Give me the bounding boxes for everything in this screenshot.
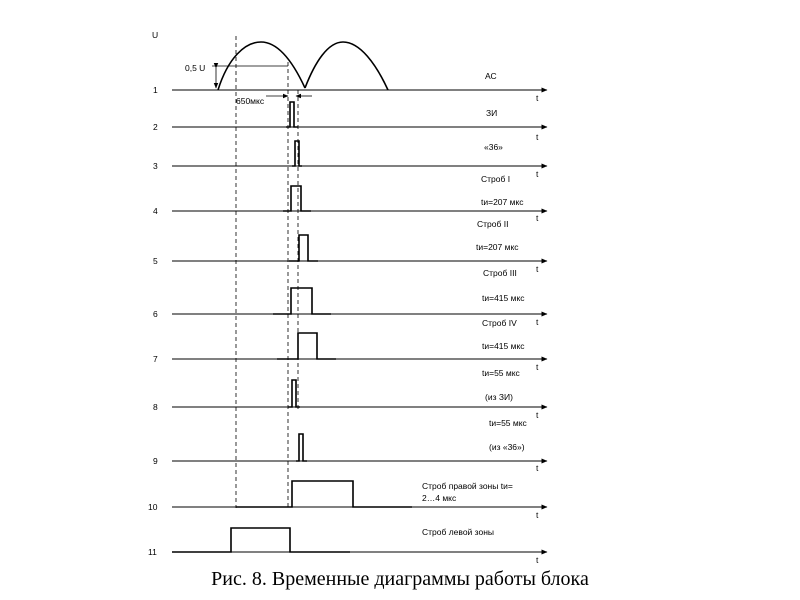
- t-label-2: t: [536, 132, 539, 142]
- sublabel-row-7: tи=415 мкс: [482, 341, 525, 351]
- row-number-3: 3: [153, 161, 158, 171]
- label-row-4: Строб I: [481, 174, 511, 184]
- t-label-9: t: [536, 463, 539, 473]
- signal-waveforms: [172, 102, 412, 552]
- label-row-11: Строб левой зоны: [422, 527, 494, 537]
- guide-lines: [236, 36, 298, 508]
- row-number-10: 10: [148, 502, 158, 512]
- half-level-label: 0,5 U: [185, 63, 206, 73]
- signal-labels: [422, 71, 528, 537]
- delay-label: 650мкс: [236, 96, 265, 106]
- t-label-5: t: [536, 264, 539, 274]
- u-axis-label: U: [152, 30, 159, 40]
- pulse-row-5: [289, 235, 318, 261]
- label-row-2: ЗИ: [486, 108, 498, 118]
- row-number-9: 9: [153, 456, 158, 466]
- label-row-10: Строб правой зоны tи=: [422, 481, 513, 491]
- sublabel-row-8: tи=55 мкс: [482, 368, 520, 378]
- pulse-row-3: [292, 141, 302, 166]
- pulse-row-11: [172, 528, 350, 552]
- pulse-row-4: [283, 186, 311, 211]
- t-label-8: t: [536, 410, 539, 420]
- label2-row-10: 2…4 мкс: [422, 493, 457, 503]
- label-row-6: Строб III: [483, 268, 517, 278]
- sublabel-row-9: tи=55 мкс: [489, 418, 527, 428]
- pulse-row-10: [236, 481, 412, 507]
- label-row-3: «36»: [484, 142, 503, 152]
- t-label-3: t: [536, 169, 539, 179]
- row-number-6: 6: [153, 309, 158, 319]
- pulse-row-7: [277, 333, 336, 359]
- label-row-8: (из ЗИ): [485, 392, 513, 402]
- row-number-8: 8: [153, 402, 158, 412]
- t-labels: [536, 93, 539, 565]
- figure-caption: Рис. 8. Временные диаграммы работы блока: [211, 568, 589, 590]
- row-numbers: [148, 85, 158, 557]
- t-label-11: t: [536, 555, 539, 565]
- label-row-9: (из «36»): [489, 442, 525, 452]
- row-number-4: 4: [153, 206, 158, 216]
- t-label-1: t: [536, 93, 539, 103]
- sublabel-row-6: tи=415 мкс: [482, 293, 525, 303]
- label-row-1: АС: [485, 71, 497, 81]
- label-row-5: Строб II: [477, 219, 509, 229]
- t-label-6: t: [536, 317, 539, 327]
- row-number-11: 11: [148, 547, 157, 557]
- sublabel-row-4: tи=207 мкс: [481, 197, 524, 207]
- row-number-5: 5: [153, 256, 158, 266]
- pulse-row-6: [273, 288, 331, 314]
- t-label-10: t: [536, 510, 539, 520]
- t-label-7: t: [536, 362, 539, 372]
- sublabel-row-5: tи=207 мкс: [476, 242, 519, 252]
- t-label-4: t: [536, 213, 539, 223]
- row-number-2: 2: [153, 122, 158, 132]
- label-row-7: Строб IV: [482, 318, 517, 328]
- row-number-7: 7: [153, 354, 158, 364]
- row-number-1: 1: [153, 85, 158, 95]
- pulse-row-9: [296, 434, 307, 461]
